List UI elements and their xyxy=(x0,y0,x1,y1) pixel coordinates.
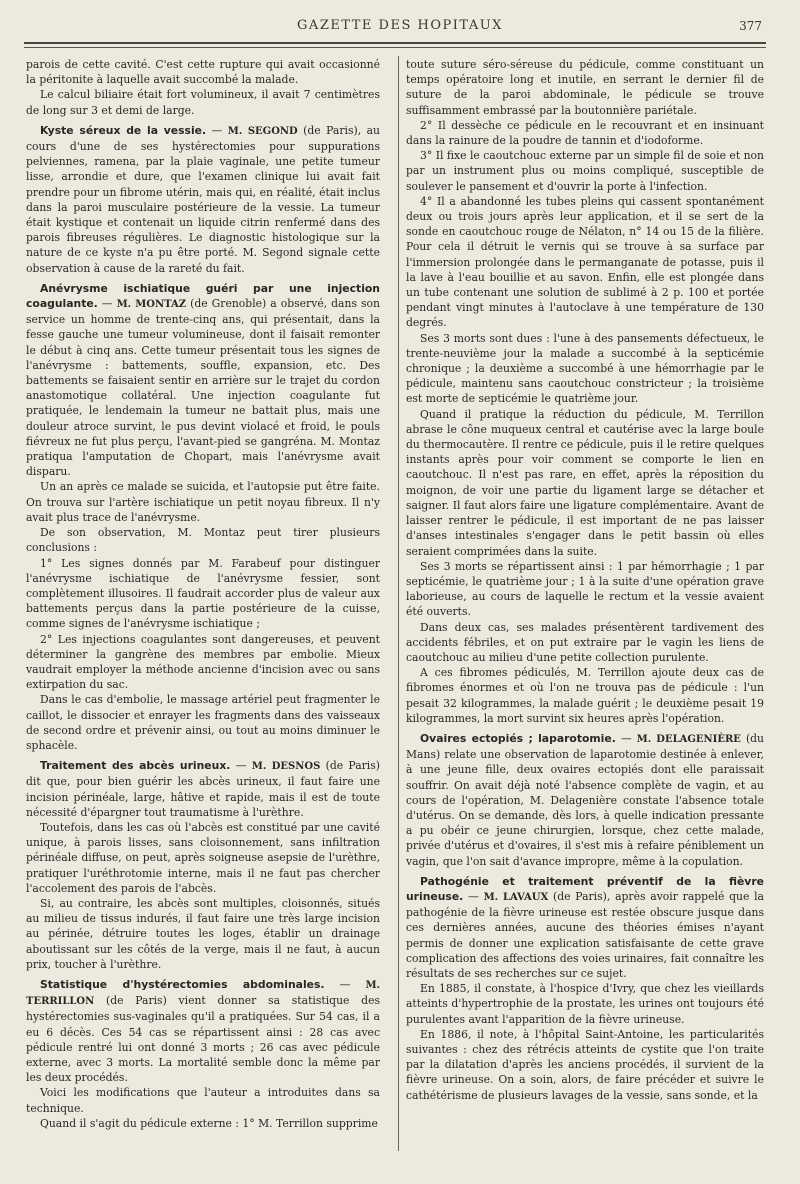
paragraph: Ses 3 morts se répartissent ainsi : 1 par hémorrhagie ; 1 par septicémie, le quatrième jour ; 1 à la suite d'une opération grave laborieuse, au cours de laquelle le rectum et la vessie avaient été ouverts. xyxy=(406,559,764,619)
author-name: M. DELAGENIÈRE xyxy=(636,733,741,745)
section-heading: Kyste séreux de la vessie. xyxy=(40,123,207,137)
left-column xyxy=(26,57,380,1152)
section-paragraph: Anévrysme ischiatique guéri par une injection coagulante. — M. MONTAZ (de Grenoble) a observé, dans son service un homme de trente-cinq ans, qui présentait, dans la fesse gauche une tumeur volumineuse, dont il faisait remonter le début à cinq ans. Cette tumeur présentait tous les signes de l'anévrysme : battements, souffle, expansion, etc. Des battements se faisaient sentir en arrière sur le trajet du cordon anastomotique collatéral. Une injection coagulante fut pratiquée, le lendemain la tumeur ne battait plus, mais une douleur atroce survint, le pus devint violacé et froid, le pouls fiévreux ne fut plus perçu, l'avant-pied se gangréna. M. Montaz pratiqua l'amputation de Chopart, mais l'anévrysme avait disparu. xyxy=(26,281,380,479)
page-number: 377 xyxy=(739,19,762,33)
section-heading: Pathogénie et traitement préventif de la fièvre urineuse. xyxy=(406,874,764,903)
paragraph: Quand il pratique la réduction du pédicule, M. Terrillon abrase le cône muqueux central et cautérise avec la large boule du thermocautère. Il rentre ce pédicule, puis il le retire quelques instants après pour voir comment se comporte le lien en caoutchouc. Il n'est pas rare, en effet, après la réposition du moignon, de voir une partie du ligament large se détacher et saigner. Il faut alors faire une ligature complémentaire. Avant de laisser rentrer le pédicule, il est important de ne pas laisser d'anses intestinales s'engager dans le petit bassin où elles seraient comprimées dans la suite. xyxy=(406,407,764,558)
section-heading: Statistique d'hystérectomies abdominales. xyxy=(40,977,325,991)
header-rule-thin xyxy=(24,47,766,48)
section-paragraph: Statistique d'hystérectomies abdominales. — M. TERRILLON (de Paris) vient donner sa statistique des hystérectomies sus-vaginales qu'il a pratiquées. Sur 54 cas, il a eu 6 décès. Ces 54 cas se répartissent ainsi : 28 cas avec pédicule rentré lui ont donné 3 morts ; 26 cas avec pédicule externe, avec 3 morts. La mortalité semble donc la même par les deux procédés. xyxy=(26,977,380,1085)
paragraph-text: (de Paris), au cours d'une de ses hystérectomies pour suppurations pelviennes, ramena, par la plaie vaginale, une petite tumeur lisse, arrondie et dure, que l'examen clinique lui avait fait prendre pour un fibrome utérin, mais qui, en réalité, était inclus dans la paroi musculaire postérieure de la vessie. La tumeur était kystique et contenait un liquide citrin renfermé dans des parois fibreuses régulières. Le diagnostic histologique sur la nature de ce kyste n'a pu être porté. M. Segond signale cette observation à cause de la rareté du fait. xyxy=(26,123,380,275)
author-name: M. MONTAZ xyxy=(116,299,187,311)
paragraph: Voici les modifications que l'auteur a introduites dans sa technique. xyxy=(26,1086,380,1115)
paragraph: 2° Les injections coagulantes sont dangereuses, et peuvent déterminer la gangrène des membres par embolie. Mieux vaudrait employer la méthode ancienne d'incision avec ou sans extirpation du sac. xyxy=(26,632,380,692)
paragraph: Toutefois, dans les cas où l'abcès est constitué par une cavité unique, à parois lisses, sans cloisonnement, sans infiltration périnéale diffuse, on peut, après soigneuse asepsie de l'urèthre, pratiquer l'uréthrotomie interne, mais il ne faut pas chercher l'accolement des parois de l'abcès. xyxy=(26,820,380,895)
paragraph-text: (de Grenoble) a observé, dans son service un homme de trente-cinq ans, qui présentait, dans la fesse gauche une tumeur volumineuse, dont il faisait remonter le début à cinq ans. Cette tumeur présentait tous les signes de l'anévrysme : battements, souffle, expansion, etc. Des battements se faisaient sentir en arrière sur le trajet du cordon anastomotique collatéral. Une injection coagulante fut pratiquée, le lendemain la tumeur ne battait plus, mais une douleur atroce survint, le pus devint violacé et froid, le pouls fiévreux ne fut plus perçu, l'avant-pied se gangréna. M. Montaz pratiqua l'amputation de Chopart, mais l'anévrysme avait disparu. xyxy=(26,297,380,479)
author-name: M. LAVAUX xyxy=(483,891,549,903)
paragraph: Dans le cas d'embolie, le massage artériel peut fragmenter le caillot, le dissocier et enrayer les fragments dans des vaisseaux de second ordre et prévenir ainsi, ou tout au moins diminuer le sphacèle. xyxy=(26,693,380,752)
right-column xyxy=(406,57,764,1152)
paragraph: A ces fibromes pédiculés, M. Terrillon ajoute deux cas de fibromes énormes et où l'on ne trouva pas de pédicule : l'un pesait 32 kilogrammes, la malade guérit ; le deuxième pesait 19 kilogrammes, la mort survint six heures après l'opération. xyxy=(406,666,764,725)
paragraph: En 1885, il constate, à l'hospice d'Ivry, que chez les vieillards atteints d'hypertrophie de la prostate, les urines ont toujours été purulentes avant l'apparition de la fièvre urineuse. xyxy=(406,982,764,1026)
section-paragraph: Pathogénie et traitement préventif de la fièvre urineuse. — M. LAVAUX (de Paris), après avoir rappelé que la pathogénie de la fièvre urineuse est restée obscure jusque dans ces dernières années, aucune des théories émises n'ayant permis de donner une explication satisfaisante de cette grave complication des affections des voies urinaires, fait connaître les résultats de ses recherches sur ce sujet. xyxy=(406,874,764,980)
section-paragraph: Traitement des abcès urineux. — M. DESNOS (de Paris) dit que, pour bien guérir les abcès urineux, il faut faire une incision périnéale, large, hâtive et rapide, mais il est de toute nécessité d'épargner tout traumatisme à l'urèthre. xyxy=(26,759,380,819)
paragraph: 3° Il fixe le caoutchouc externe par un simple fil de soie et non par un instrument plus ou moins compliqué, susceptible de soulever le pansement et d'ouvrir la porte à l'infection. xyxy=(406,149,764,193)
paragraph: Dans deux cas, ses malades présentèrent tardivement des accidents fébriles, et on put extraire par le vagin les liens de caoutchouc au milieu d'une petite collection purulente. xyxy=(406,620,764,664)
section-heading: Ovaires ectopiés ; laparotomie. xyxy=(420,731,616,745)
paragraph: Un an après ce malade se suicida, et l'autopsie put être faite. On trouva sur l'artère ischiatique un petit noyau fibreux. Il n'y avait plus trace de l'anévrysme. xyxy=(26,480,380,524)
section-paragraph: Kyste séreux de la vessie. — M. SEGOND (de Paris), au cours d'une de ses hystérectomies pour suppurations pelviennes, ramena, par la plaie vaginale, une petite tumeur lisse, arrondie et dure, que l'examen clinique lui avait fait prendre pour un fibrome utérin, mais qui, en réalité, était inclus dans la paroi musculaire postérieure de la vessie. La tumeur était kystique et contenait un liquide citrin renfermé dans des parois fibreuses régulières. Le diagnostic histologique sur la nature de ce kyste n'a pu être porté. M. Segond signale cette observation à cause de la rareté du fait. xyxy=(26,123,380,275)
section-heading: Traitement des abcès urineux. xyxy=(40,759,231,773)
paragraph: toute suture séro-séreuse du pédicule, comme constituant un temps opératoire long et inutile, en serrant le dernier fil de suture de la paroi abdominale, le pédicule se trouve suffisamment embrassé par la boutonnière pariétale. xyxy=(406,58,764,117)
paragraph-text: (de Paris), après avoir rappelé que la pathogénie de la fièvre urineuse est restée obscure jusque dans ces dernières années, aucune des théories émises n'ayant permis de donner une explication satisfaisante de cette grave complication des affections des voies urinaires, fait connaître les résultats de ses recherches sur ce sujet. xyxy=(406,889,764,980)
paragraph: Le calcul biliaire était fort volumineux, il avait 7 centimètres de long sur 3 et demi de large. xyxy=(26,88,380,117)
paragraph-text: (de Paris) vient donner sa statistique des hystérectomies sus-vaginales qu'il a pratiquées. Sur 54 cas, il a eu 6 décès. Ces 54 cas se répartissent ainsi : 28 cas avec pédicule rentré lui ont donné 3 morts ; 26 cas avec pédicule externe, avec 3 morts. La mortalité semble donc la même par les deux procédés. xyxy=(26,994,380,1085)
paragraph: Si, au contraire, les abcès sont multiples, cloisonnés, situés au milieu de tissus indurés, il faut faire une très large incision au périnée, détruire toutes les loges, établir un drainage aboutissant sur les côtés de la verge, mais il ne faut, à aucun prix, toucher à l'urèthre. xyxy=(26,896,380,971)
author-name: M. DESNOS xyxy=(251,761,321,773)
paragraph: En 1886, il note, à l'hôpital Saint-Antoine, les particularités suivantes : chez des rétrécis atteints de cystite que l'on traite par la dilatation d'après les anciens procédés, il survient de la fièvre urineuse. On a soin, alors, de faire précéder et suivre le cathétérisme de plusieurs lavages de la vessie, sans sonde, et la xyxy=(406,1027,764,1102)
paragraph: parois de cette cavité. C'est cette rupture qui avait occasionné la péritonite à laquelle avait succombé la malade. xyxy=(26,58,380,87)
section-paragraph: Ovaires ectopiés ; laparotomie. — M. DELAGENIÈRE (du Mans) relate une observation de laparotomie destinée à enlever, à une jeune fille, deux ovaires ectopiés dont elle paraissait souffrir. On avait déjà noté l'absence complète de vagin, et au cours de l'opération, M. Delagenière constate l'absence totale d'utérus. On se demande, dès lors, à quelle indication pressante a pu obéir ce jeune chirurgien, lorsque, chez cette malade, privée d'utérus et d'ovaires, il s'est mis à refaire péniblement un vagin, que l'on sait d'avance impropre, même à la copulation. xyxy=(406,731,764,868)
column-divider xyxy=(398,56,399,1151)
paragraph: 4° Il a abandonné les tubes pleins qui cassent spontanément deux ou trois jours après leur application, et il se sert de la sonde en caoutchouc rouge de Nélaton, n° 14 ou 15 de la filière. Pour cela il détruit le vernis qui se trouve à sa surface par l'immersion prolongée dans le permanganate de potasse, puis il la lave à l'eau bouillie et au savon. Enfin, elle est plongée dans un tube contenant une solution de sublimé à 2 p. 100 et portée pendant vingt minutes à l'autoclave à une température de 130 degrés. xyxy=(406,194,764,330)
page-header xyxy=(0,18,800,40)
paragraph-text: (du Mans) relate une observation de laparotomie destinée à enlever, à une jeune fille, deux ovaires ectopiés dont elle paraissait souffrir. On avait déjà noté l'absence complète de vagin, et au cours de l'opération, M. Delagenière constate l'absence totale d'utérus. On se demande, dès lors, à quelle indication pressante a pu obéir ce jeune chirurgien, lorsque, chez cette malade, privée d'utérus et d'ovaires, il s'est mis à refaire péniblement un vagin, que l'on sait d'avance impropre, même à la copulation. xyxy=(406,731,764,868)
paragraph: 2° Il dessèche ce pédicule en le recouvrant et en insinuant dans la rainure de la poudre de tannin et d'iodoforme. xyxy=(406,118,764,148)
header-rule-thick xyxy=(24,42,766,44)
paragraph: Quand il s'agit du pédicule externe : 1° M. Terrillon supprime xyxy=(40,1116,378,1130)
paragraph: De son observation, M. Montaz peut tirer plusieurs conclusions : xyxy=(26,526,380,555)
paragraph: 1° Les signes donnés par M. Farabeuf pour distinguer l'anévrysme ischiatique de l'anévrysme fessier, sont complètement illusoires. Il faudrait accorder plus de valeur aux battements perçus dans la partie postérieure de la cuisse, comme signes de l'anévrysme ischiatique ; xyxy=(26,556,380,631)
paragraph: Ses 3 morts sont dues : l'une à des pansements défectueux, le trente-neuvième jour la malade a succombé à la septicémie chronique ; la deuxième a succombé à une hémorrhagie par le pédicule, maintenu sans caoutchouc constricteur ; la troisième est morte de septicémie le quatrième jour. xyxy=(406,331,764,406)
section-heading: Anévrysme ischiatique guéri par une injection coagulante. xyxy=(26,281,380,311)
running-title: GAZETTE DES HOPITAUX xyxy=(297,18,503,33)
author-name: M. TERRILLON xyxy=(26,979,380,1008)
author-name: M. SEGOND xyxy=(227,125,298,137)
paragraph-text: (de Paris) dit que, pour bien guérir les abcès urineux, il faut faire une incision périnéale, large, hâtive et rapide, mais il est de toute nécessité d'épargner tout traumatisme à l'urèthre. xyxy=(26,759,380,819)
